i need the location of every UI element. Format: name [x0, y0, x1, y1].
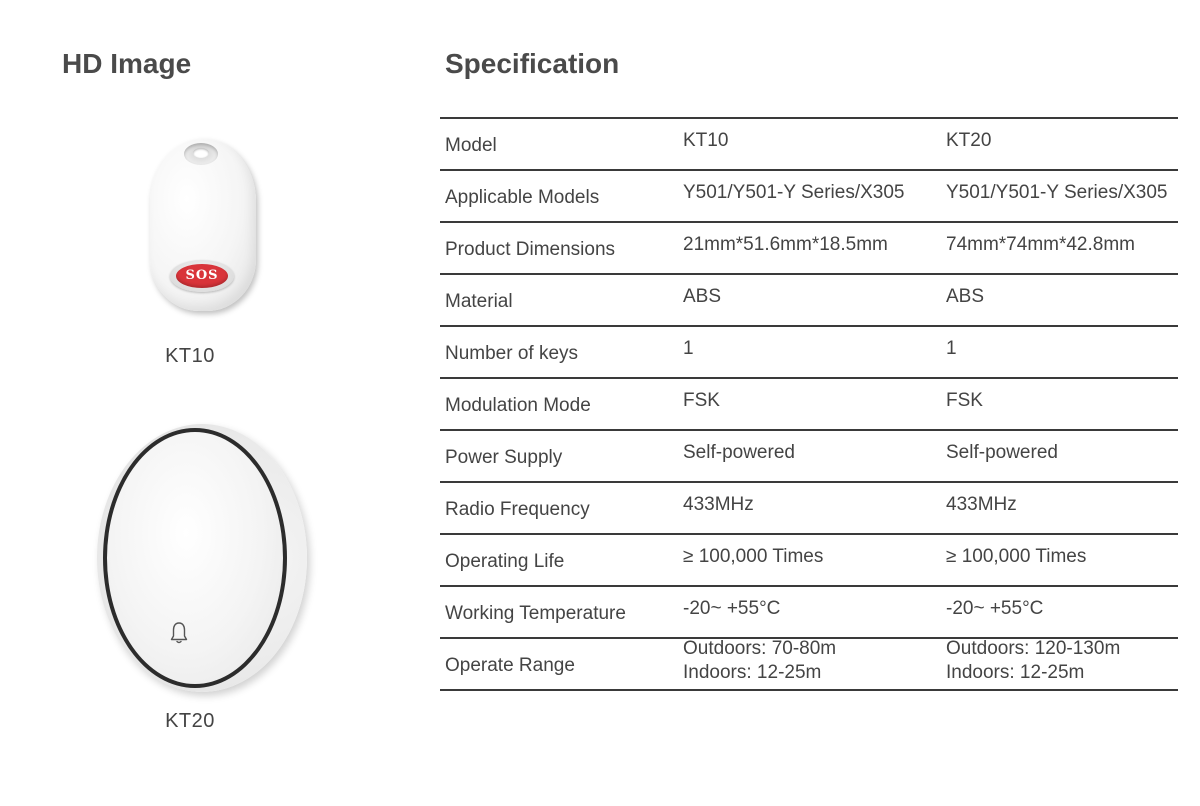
spec-label: Operating Life — [440, 534, 683, 586]
hd-image-heading: HD Image — [62, 48, 192, 79]
kt10-lanyard-hole — [184, 143, 218, 165]
spec-value-kt10: 433MHz — [683, 494, 754, 515]
spec-value-kt20-line: Indoors: 12-25m — [946, 662, 1085, 683]
kt10-caption: KT10 — [165, 345, 215, 367]
spec-value-kt10: ≥ 100,000 Times — [683, 546, 824, 567]
table-row — [440, 534, 1178, 586]
spec-value-kt20: FSK — [946, 390, 983, 411]
spec-label: Operate Range — [440, 638, 683, 690]
specification-table — [440, 117, 1178, 691]
spec-value-kt20: Y501/Y501-Y Series/X305 — [946, 182, 1168, 203]
spec-value-kt10: -20~ +55°C — [683, 598, 781, 619]
kt10-product-image — [148, 133, 258, 313]
spec-value-kt20: 1 — [946, 338, 957, 359]
table-row — [440, 638, 1178, 690]
table-row — [440, 274, 1178, 326]
spec-label: Number of keys — [440, 326, 683, 378]
spec-value-kt20: 433MHz — [946, 494, 1017, 515]
table-row — [440, 222, 1178, 274]
spec-value-kt10: 1 — [683, 338, 694, 359]
spec-value-kt20: KT20 — [946, 130, 992, 151]
specification-table-body — [440, 118, 1178, 690]
spec-value-kt20: 74mm*74mm*42.8mm — [946, 234, 1135, 255]
spec-value-kt10: Y501/Y501-Y Series/X305 — [683, 182, 905, 203]
spec-label: Model — [440, 118, 683, 170]
spec-label: Working Temperature — [440, 586, 683, 638]
table-row — [440, 482, 1178, 534]
kt10-sos-button — [170, 260, 234, 292]
spec-value-kt20: ≥ 100,000 Times — [946, 546, 1087, 567]
spec-label: Product Dimensions — [440, 222, 683, 274]
spec-value-kt10: KT10 — [683, 130, 729, 151]
kt20-caption: KT20 — [165, 710, 215, 732]
spec-value-kt10: 21mm*51.6mm*18.5mm — [683, 234, 888, 255]
spec-label: Radio Frequency — [440, 482, 683, 534]
spec-value-kt10: Self-powered — [683, 442, 795, 463]
spec-value-kt10: ABS — [683, 286, 722, 307]
spec-value-kt20: -20~ +55°C — [946, 598, 1044, 619]
table-row — [440, 586, 1178, 638]
spec-value-kt20: ABS — [946, 286, 985, 307]
spec-value-kt10-line: Outdoors: 70-80m — [683, 638, 837, 659]
specification-heading: Specification — [445, 48, 620, 79]
spec-value-kt20: Self-powered — [946, 442, 1058, 463]
kt20-button-face — [103, 428, 287, 688]
spec-label: Applicable Models — [440, 170, 683, 222]
spec-label: Material — [440, 274, 683, 326]
table-row — [440, 326, 1178, 378]
table-row — [440, 430, 1178, 482]
spec-label: Modulation Mode — [440, 378, 683, 430]
sos-label: SOS — [176, 264, 228, 288]
table-row — [440, 170, 1178, 222]
kt20-product-image — [97, 424, 307, 692]
table-row — [440, 118, 1178, 170]
spec-value-kt20-line: Outdoors: 120-130m — [946, 638, 1121, 659]
spec-label: Power Supply — [440, 430, 683, 482]
bell-icon — [170, 621, 188, 645]
spec-value-kt10-line: Indoors: 12-25m — [683, 662, 822, 683]
spec-value-kt10: FSK — [683, 390, 720, 411]
table-row — [440, 378, 1178, 430]
